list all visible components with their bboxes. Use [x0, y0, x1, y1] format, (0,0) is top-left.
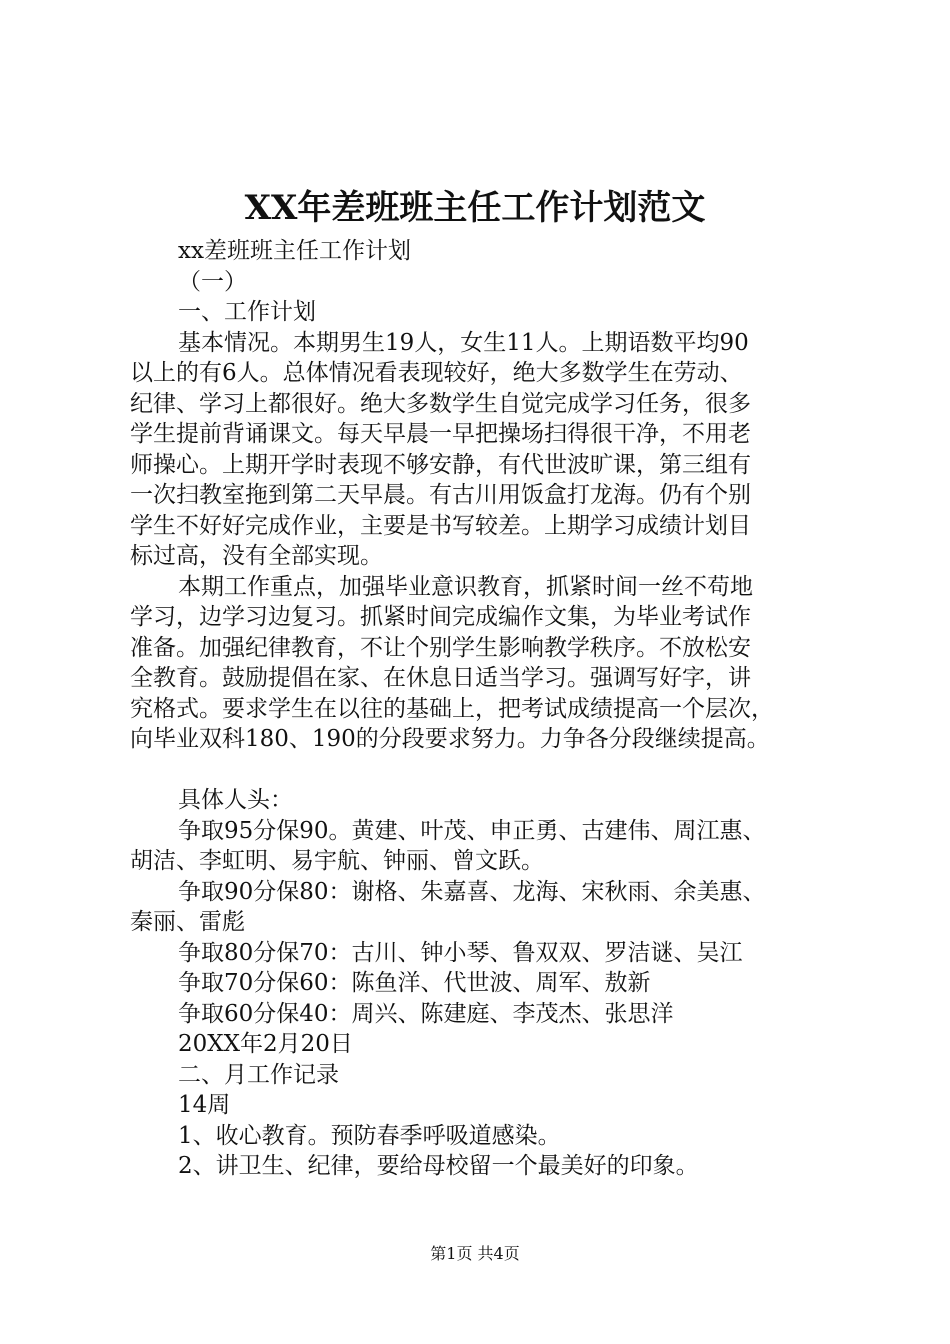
list-line: 争取90分保80：谢格、朱嘉喜、龙海、宋秋雨、余美惠、: [178, 878, 766, 905]
paragraph-line: 究格式。要求学生在以往的基础上，把考试成绩提高一个层次，: [130, 695, 774, 722]
list-line: 争取95分保90。黄建、叶茂、申正勇、古建伟、周江惠、: [178, 817, 766, 844]
paragraph-line: 全教育。鼓励提倡在家、在休息日适当学习。强调写好字，讲: [130, 665, 751, 691]
paragraph-line: 纪律、学习上都很好。绝大多数学生自觉完成学习任务，很多: [130, 390, 751, 417]
document-body: [130, 236, 830, 1182]
paragraph-line: 标过高，没有全部实现。: [130, 543, 383, 569]
list-heading: 具体人头：: [178, 787, 293, 813]
list-line: 争取60分保40：周兴、陈建庭、李茂杰、张思洋: [178, 1000, 674, 1027]
list-line: 争取80分保70：古川、钟小琴、鲁双双、罗洁谜、吴江: [178, 939, 743, 966]
paragraph-line: 基本情况。本期男生19人，女生11人。上期语数平均90: [178, 329, 749, 356]
document-title: XX年差班班主任工作计划范文: [244, 188, 706, 228]
paragraph-line: 准备。加强纪律教育，不让个别学生影响教学秩序。不放松安: [130, 634, 751, 661]
paragraph-line: 以上的有6人。总体情况看表现较好，绝大多数学生在劳动、: [130, 360, 743, 386]
subtitle-line: xx差班班主任工作计划: [178, 238, 411, 264]
date-line: 20XX年2月20日: [178, 1031, 353, 1057]
paragraph-line: 学生提前背诵课文。每天早晨一早把操场扫得很干净，不用老: [130, 421, 751, 447]
section-heading: 一、工作计划: [178, 299, 316, 325]
record-item: 2、讲卫生、纪律，要给母校留一个最美好的印象。: [178, 1153, 699, 1179]
list-line: 争取70分保60：陈鱼洋、代世波、周军、敖新: [178, 970, 651, 996]
section-heading: 二、月工作记录: [178, 1061, 339, 1088]
paragraph-line: 师操心。上期开学时表现不够安静，有代世波旷课，第三组有: [130, 451, 751, 478]
paragraph-line: 一次扫教室拖到第二天早晨。有古川用饭盒打龙海。仍有个别: [130, 482, 751, 508]
record-item: 1、收心教育。预防春季呼吸道感染。: [178, 1122, 561, 1149]
blank-line: [130, 755, 830, 786]
paragraph-line: 学习，边学习边复习。抓紧时间完成编作文集，为毕业考试作: [130, 604, 751, 630]
list-line: 秦丽、雷彪: [130, 909, 245, 935]
week-label: 14周: [178, 1092, 231, 1118]
paragraph-line: 向毕业双科180、190的分段要求努力。力争各分段继续提高。: [130, 726, 770, 752]
list-line: 胡洁、李虹明、易宇航、钟丽、曾文跃。: [130, 848, 544, 874]
paragraph-line: 本期工作重点，加强毕业意识教育，抓紧时间一丝不苟地: [178, 573, 753, 600]
page-footer: 第1页 共4页: [430, 1244, 520, 1263]
paragraph-line: 学生不好好完成作业，主要是书写较差。上期学习成绩计划目: [130, 512, 751, 539]
section-number: （一）: [178, 268, 247, 295]
